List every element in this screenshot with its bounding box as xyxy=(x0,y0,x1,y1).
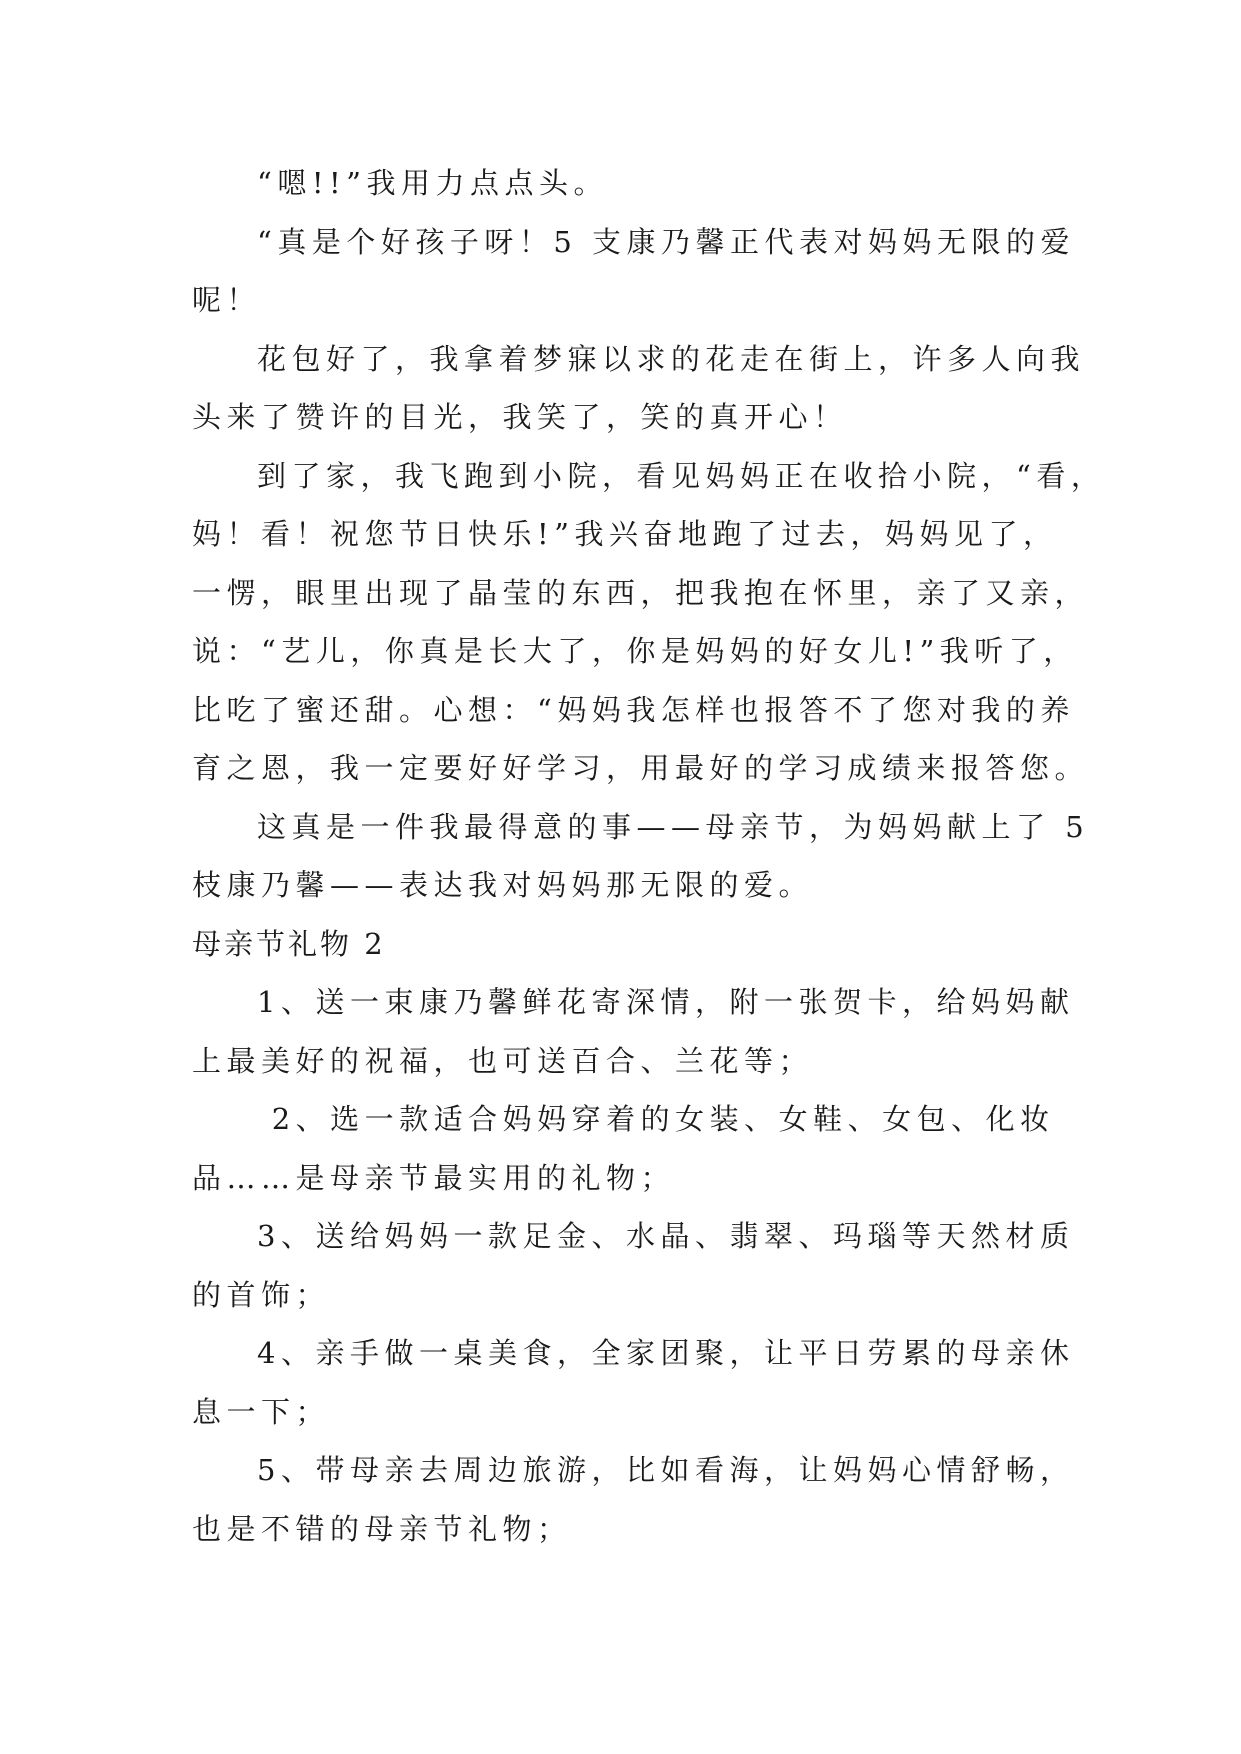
text-line: 枝康乃馨——表达我对妈妈那无限的爱。 xyxy=(192,868,814,902)
text-line: 2、选一款适合妈妈穿着的女装、女鞋、女包、化妆 xyxy=(257,1102,1055,1136)
text-line: 花包好了，我拿着梦寐以求的花走在街上，许多人向我 xyxy=(257,341,1086,376)
text-line: 5、带母亲去周边旅游，比如看海，让妈妈心情舒畅， xyxy=(257,1453,1075,1487)
text-line: 一愣，眼里出现了晶莹的东西，把我抱在怀里，亲了又亲， xyxy=(192,575,1090,610)
text-line: 呢！ xyxy=(192,283,262,317)
text-line: “真是个好孩子呀！5 支康乃馨正代表对妈妈无限的爱 xyxy=(257,224,1075,259)
document-body xyxy=(192,154,1106,1558)
text-line: 1、送一束康乃馨鲜花寄深情，附一张贺卡，给妈妈献 xyxy=(257,985,1075,1019)
text-line: 息一下； xyxy=(192,1394,331,1429)
text-line: 到了家，我飞跑到小院，看见妈妈正在收拾小院，“看， xyxy=(257,458,1106,493)
text-line: 也是不错的母亲节礼物； xyxy=(192,1511,572,1546)
text-line: 这真是一件我最得意的事——母亲节，为妈妈献上了 5 xyxy=(257,809,1090,844)
text-line: 比吃了蜜还甜。心想：“妈妈我怎样也报答不了您对我的养 xyxy=(192,692,1075,727)
text-line: “嗯!!”我用力点点头。 xyxy=(257,166,608,200)
text-line: 3、送给妈妈一款足金、水晶、翡翠、玛瑙等天然材质 xyxy=(257,1219,1075,1253)
text-line: 4、亲手做一桌美食，全家团聚，让平日劳累的母亲休 xyxy=(257,1336,1075,1370)
text-line: 的首饰； xyxy=(192,1277,331,1312)
text-line: 头来了赞许的目光，我笑了，笑的真开心！ xyxy=(192,400,848,434)
paragraph xyxy=(192,154,1072,213)
section-title: 母亲节礼物 2 xyxy=(192,926,386,961)
paragraph xyxy=(192,447,1106,798)
list-item xyxy=(192,1207,1075,1324)
text-line: 品……是母亲节最实用的礼物； xyxy=(192,1160,676,1195)
list-item xyxy=(192,1324,1075,1441)
list-item xyxy=(192,1441,1075,1558)
text-line: 上最美好的祝福，也可送百合、兰花等； xyxy=(192,1043,814,1078)
list-item xyxy=(192,973,1075,1090)
paragraph xyxy=(192,330,1086,447)
text-line: 说：“艺儿，你真是长大了，你是妈妈的好女儿!”我听了， xyxy=(192,634,1078,668)
paragraph xyxy=(192,213,1075,330)
paragraph xyxy=(192,798,1090,915)
text-line: 育之恩，我一定要好好学习，用最好的学习成绩来报答您。 xyxy=(192,751,1090,785)
text-line: 妈！看！祝您节日快乐!”我兴奋地跑了过去，妈妈见了， xyxy=(192,517,1058,551)
list-item xyxy=(192,1090,1072,1207)
